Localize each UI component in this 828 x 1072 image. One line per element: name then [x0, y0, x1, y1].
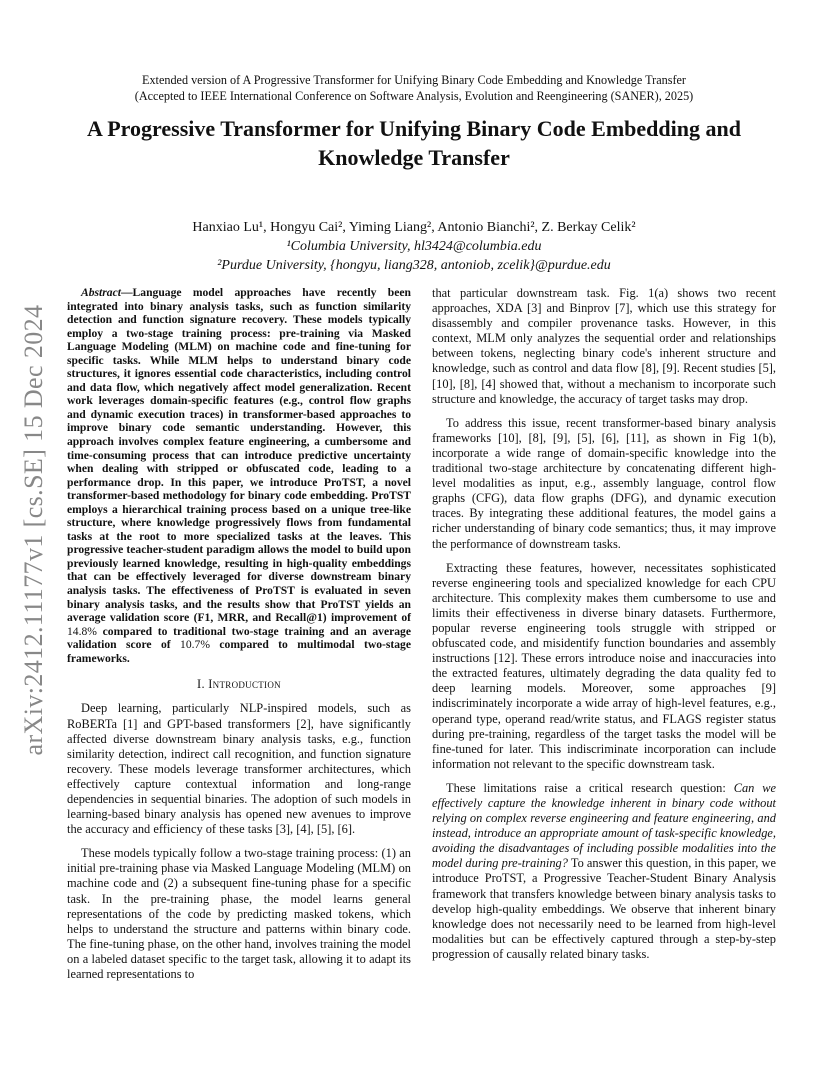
abstract-value-1: 14.8%	[67, 624, 97, 638]
author-block	[60, 218, 768, 275]
abstract-text-a: —Language model approaches have recently been integrated into binary analysis tasks, such as function similarity detection and function signature recovery. These models typically employ a two-stage training process: pre-training via Masked Language Modeling (MLM) on machine code and fine-tuning for specific tasks. While MLM helps to understand binary code structures, it ignores essential code characteristics, including control and data flow, which negatively affect model generalization. Recent work leverages domain-specific features (e.g., control flow graphs and dynamic execution traces) in transformer-based approaches to improve binary code semantic understanding. However, this approach involves complex feature engineering, a cumbersome and time-consuming process that can introduce predictive uncertainty when dealing with stripped or obfuscated code, leading to a performance drop. In this paper, we introduce ProTST, a novel transformer-based methodology for binary code embedding. ProTST employs a hierarchical training process based on a unique tree-like structure, where knowledge progressively flows from fundamental tasks at the root to more specialized tasks at the leaves. This progressive teacher-student paradigm allows the model to build upon previously learned knowledge, resulting in high-quality embeddings that can be effectively leveraged for diverse downstream binary analysis tasks. The effectiveness of ProTST is evaluated in seven binary analysis tasks, and the results show that ProTST yields an average validation score (F1, MRR, and Recall@1) improvement of	[67, 286, 411, 625]
abstract-lead: Abstract	[81, 286, 121, 299]
intro-paragraph-2: These models typically follow a two-stage training process: (1) an initial pre-training phase via Masked Language Modeling (MLM) on machine code and (2) a subsequent fine-tuning phase for a specific task. In the pre-training phase, the model learns general representations of the code by predicting masked tokens, which helps to understand the structure and patterns within binary code. The fine-tuning phase, on the other hand, involves training the model on a labeled dataset specific to the target task, allowing it to adapt its learned representations to	[67, 846, 411, 981]
header-note	[60, 72, 768, 104]
affiliation-1: ¹Columbia University, hl3424@columbia.edu	[286, 239, 542, 254]
right-paragraph-3	[432, 781, 776, 962]
research-question-lead: These limitations raise a critical research question:	[446, 780, 734, 795]
right-column	[432, 286, 776, 962]
right-paragraph-1: To address this issue, recent transformer-based binary analysis frameworks [10], [8], [9], [5], [6], [11], as shown in Fig 1(b), incorporate a wide range of domain-specific knowledge into the traditional two-stage architecture by concatenating different high-level modalities as input, e.g., assembly language, control flow graphs (CFG), data flow graphs (DFG), and dynamic execution traces. By integrating these additional features, the model gains a richer understanding of binary code semantics; thus, it may improve the performance of downstream tasks.	[432, 415, 776, 551]
abstract-text-b: compared to traditional two-stage training and an average validation score of	[67, 624, 411, 652]
arxiv-id: arXiv:2412.11177v1 [cs.SE] 15 Dec 2024	[19, 304, 48, 756]
author-names: Hanxiao Lu¹, Hongyu Cai², Yiming Liang², Antonio Bianchi², Z. Berkay Celik²	[192, 220, 636, 235]
abstract-text-c: compared to multimodal two-stage frameworks.	[67, 638, 411, 665]
section-heading: I. Introduction	[197, 677, 281, 692]
research-question: Can we effectively capture the knowledge inherent in binary code without relying on complex reverse engineering and feature engineering, and instead, introduce an appropriate amount of task-specific knowledge, avoiding the disadvantages of including possible modalities into the model during pre-training?	[432, 780, 776, 871]
abstract-value-2: 10.7%	[180, 638, 210, 652]
affiliation-2: ²Purdue University, {hongyu, liang328, antoniob, zcelik}@purdue.edu	[217, 258, 611, 273]
intro-paragraph-1: Deep learning, particularly NLP-inspired models, such as RoBERTa [1] and GPT-based transformers [2], have significantly affected diverse downstream binary analysis tasks, e.g., function similarity detection, indirect call recognition, and function signature recovery. These models leverage transformer architectures, which effectively capture contextual information and long-range dependencies in sequential binaries. The adoption of such models in learning-based binary analysis has opened new avenues to improve the accuracy and efficiency of these tasks [3], [4], [5], [6].	[67, 701, 411, 837]
right-paragraph-2: Extracting these features, however, necessitates sophisticated reverse engineering tools and specialized knowledge for each CPU architecture. This complexity makes them cumbersome to use and limits their effectiveness in diverse binary datasets. Furthermore, popular reverse engineering tools struggle with stripped or obfuscated code, and misidentify function boundaries and assembly instructions [12]. These errors introduce noise and inaccuracies into the extracted features, ultimately degrading the data quality fed to deep learning models. Moreover, some approaches [9] indiscriminately incorporate a wide array of high-level features, e.g., operand type, operand read/write status, and FLAGS register status during pre-training, regardless of the target tasks the model will be fine-tuned for later. This indiscriminate incorporation can include information not relevant to the specific downstream task.	[432, 560, 776, 771]
research-question-answer: To answer this question, in this paper, we introduce ProTST, a Progressive Teacher-Student Binary Analysis framework that transfers knowledge between binary analysis tasks to develop high-quality embeddings. We observe that inherent binary knowledge does not necessarily need to be learned from high-level modalities but can be effectively captured through a step-by-step progression of causally related binary tasks.	[432, 856, 776, 961]
paper-title: A Progressive Transformer for Unifying Binary Code Embedding and Knowledge Transfer	[87, 116, 741, 170]
right-paragraph-0: that particular downstream task. Fig. 1(a) shows two recent approaches, XDA [3] and Binprov [7], which use this strategy for disassembly and compiler provenance tasks. However, in this context, MLM only analyzes the sequential order and relationships between tokens, neglecting binary code's inherent structure and knowledge, such as control and data flow [8], [9]. Recent studies [5], [10], [8], [4] showed that, without a mechanism to incorporate such structure and knowledge, the accuracy of target tasks may drop.	[432, 286, 776, 406]
header-note-line2: (Accepted to IEEE International Conference on Software Analysis, Evolution and Reengineering (SANER), 2025)	[134, 89, 694, 103]
left-column	[67, 286, 411, 982]
arxiv-stamp	[20, 290, 48, 770]
abstract	[67, 286, 411, 665]
header-note-line1: Extended version of A Progressive Transformer for Unifying Binary Code Embedding and Knowledge Transfer	[142, 73, 686, 87]
